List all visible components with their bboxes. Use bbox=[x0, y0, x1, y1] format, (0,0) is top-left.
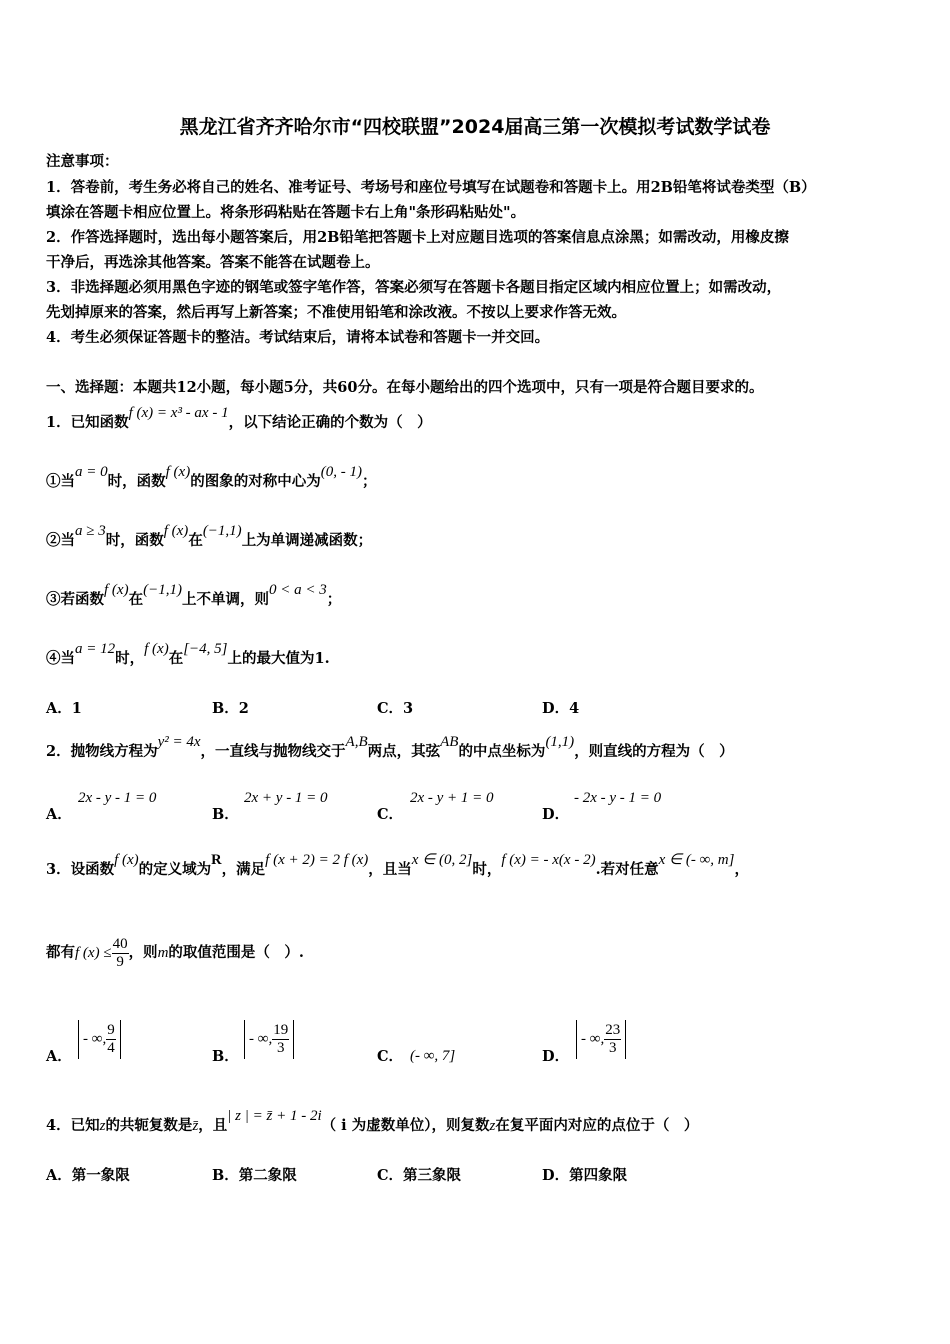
q1-statement-4: ④当a = 12时，f (x)在[−4, 5]上的最大值为1. bbox=[46, 641, 330, 667]
q3-option-b-label: B． bbox=[212, 1048, 239, 1065]
q2-option-d-label: D． bbox=[542, 806, 570, 823]
question-2-stem: 2．抛物线方程为y² = 4x，一直线与抛物线交于A,B两点，其弦AB的中点坐标为(1,1)，则直线的方程为（ ） bbox=[46, 734, 734, 760]
question-1-stem: 1．已知函数f (x) = x³ - ax - 1，以下结论正确的个数为（ ） bbox=[46, 405, 432, 431]
notice-line-3b: 先划掉原来的答案，然后再写上新答案；不准使用铅笔和涂改液。不按以上要求作答无效。 bbox=[46, 304, 626, 321]
q3-option-d-interval: - ∞, $\frac{23}{3}$ bbox=[576, 1020, 626, 1059]
q1-option-a: A．1 bbox=[46, 700, 82, 717]
q2-option-b-equation: 2x + y - 1 = 0 bbox=[244, 790, 328, 806]
question-3-stem-line2: 都有f (x) ≤ $\frac{40}{9}$ ，则m的取值范围是（ ）. bbox=[46, 935, 304, 970]
notice-line-2b: 干净后，再选涂其他答案。答案不能答在试题卷上。 bbox=[46, 254, 380, 271]
q4-option-a: A．第一象限 bbox=[46, 1167, 130, 1184]
q2-option-d-equation: - 2x - y - 1 = 0 bbox=[574, 790, 662, 806]
q1-statement-3: ③若函数f (x)在(−1,1)上不单调，则0 < a < 3； bbox=[46, 582, 342, 608]
q1-option-c: C．3 bbox=[377, 700, 414, 717]
q1-option-b: B．2 bbox=[212, 700, 249, 717]
q1-function-formula: f (x) = x³ - ax - 1 bbox=[128, 405, 229, 421]
notice-line-4: 4．考生必须保证答题卡的整洁。考试结束后，请将本试卷和答题卡一并交回。 bbox=[46, 329, 550, 346]
notice-line-1a: 1．答卷前，考生务必将自己的姓名、准考证号、考场号和座位号填写在试题卷和答题卡上。用2B铅笔将试卷类型（B） bbox=[46, 179, 816, 196]
q1-statement-2: ②当a ≥ 3时，函数f (x)在(−1,1)上为单调递减函数； bbox=[46, 523, 373, 549]
q1-option-d: D．4 bbox=[542, 700, 580, 717]
question-3-stem-line1: 3．设函数f (x)的定义域为R，满足f (x + 2) = 2 f (x)，且当x ∈ (0, 2]时，f (x) = - x(x - 2).若对任意x ∈ (- ∞, m]， bbox=[46, 852, 749, 878]
q2-option-c-label: C． bbox=[377, 806, 404, 823]
q2-option-c-equation: 2x - y + 1 = 0 bbox=[410, 790, 494, 806]
q4-option-d: D．第四象限 bbox=[542, 1167, 628, 1184]
q2-option-a-equation: 2x - y - 1 = 0 bbox=[78, 790, 157, 806]
notice-line-1b: 填涂在答题卡相应位置上。将条形码粘贴在答题卡右上角"条形码粘贴处"。 bbox=[46, 204, 526, 221]
question-4-stem: 4．已知z的共轭复数是z̄，且| z | = z̄ + 1 - 2i（ i 为虚数单位），则复数z在复平面内对应的点位于（ ） bbox=[46, 1108, 699, 1134]
notice-line-3a: 3．非选择题必须用黑色字迹的钢笔或签字笔作答，答案必须写在答题卡各题目指定区域内相应位置上；如需改动， bbox=[46, 279, 782, 296]
notice-line-2a: 2．作答选择题时，选出每小题答案后，用2B铅笔把答题卡上对应题目选项的答案信息点涂黑；如需改动，用橡皮擦 bbox=[46, 229, 789, 246]
section-heading: 一、选择题：本题共12小题，每小题5分，共60分。在每小题给出的四个选项中，只有一项是符合题目要求的。 bbox=[46, 379, 764, 396]
q3-fraction-40-9: $\frac{40}{9}$ bbox=[112, 935, 128, 970]
notice-heading: 注意事项： bbox=[46, 153, 119, 170]
q3-option-a-interval: - ∞, $\frac{9}{4}$ bbox=[78, 1020, 121, 1059]
q2-option-b-label: B． bbox=[212, 806, 239, 823]
q4-option-c: C．第三象限 bbox=[377, 1167, 462, 1184]
q3-option-c-interval: (- ∞, 7] bbox=[410, 1048, 456, 1064]
q3-option-b-interval: - ∞, $\frac{19}{3}$ bbox=[244, 1020, 294, 1059]
page-title: 黑龙江省齐齐哈尔市“四校联盟”2024届高三第一次模拟考试数学试卷 bbox=[179, 116, 771, 138]
q3-option-a-label: A． bbox=[46, 1048, 72, 1065]
q2-option-a-label: A． bbox=[46, 806, 72, 823]
q4-option-b: B．第二象限 bbox=[212, 1167, 297, 1184]
q1-statement-1: ①当a = 0时，函数f (x)的图象的对称中心为(0, - 1)； bbox=[46, 464, 377, 490]
q3-option-c-label: C． bbox=[377, 1048, 404, 1065]
q3-option-d-label: D． bbox=[542, 1048, 570, 1065]
